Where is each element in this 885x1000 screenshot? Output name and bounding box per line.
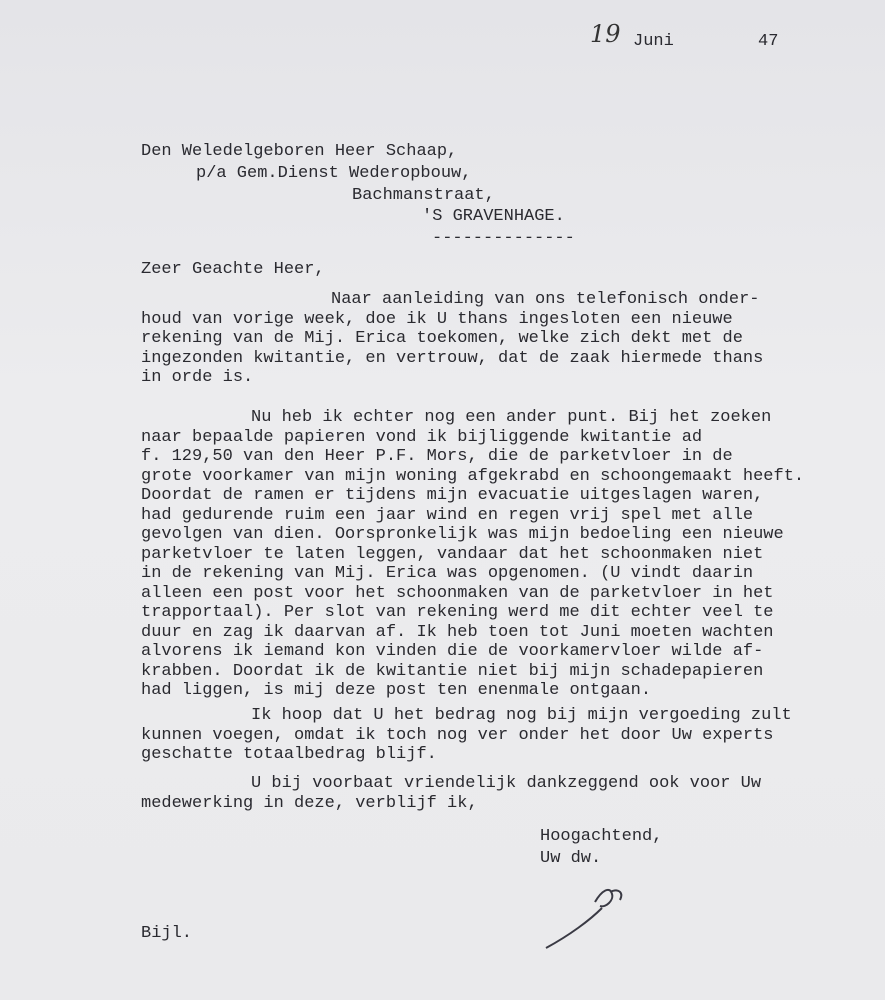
paragraph-line: krabben. Doordat ik de kwitantie niet bij mijn schadepapieren [141, 661, 764, 681]
paragraph-line: medewerking in deze, verblijf ik, [141, 793, 478, 813]
address-line-2: p/a Gem.Dienst Wederopbouw, [196, 164, 472, 183]
paragraph-line: Naar aanleiding van ons telefonisch onder- [331, 290, 760, 309]
address-line-3: Bachmanstraat, [352, 186, 495, 205]
paragraph-line: in de rekening van Mij. Erica was opgenomen. (U vindt daarin [141, 564, 754, 583]
date-month: Juni [633, 32, 674, 51]
paragraph-4 [141, 774, 761, 813]
paragraph-line: grote voorkamer van mijn woning afgekrabd en schoongemaakt heeft. [141, 466, 805, 486]
enclosure-label: Bijl. [141, 924, 193, 943]
paragraph-line: rekening van de Mij. Erica toekomen, welke zich dekt met de [141, 329, 743, 348]
paragraph-line: kunnen voegen, omdat ik toch nog ver onder het door Uw experts [141, 725, 774, 745]
paragraph-line: had gedurende ruim een jaar wind en regen vrij spel met alle [141, 505, 754, 525]
paragraph-line: ingezonden kwitantie, en vertrouw, dat de zaak hiermede thans [141, 348, 764, 368]
paragraph-line: U bij voorbaat vriendelijk dankzeggend ook voor Uw [251, 774, 762, 793]
signature [540, 880, 640, 955]
closing-signoff: Uw dw. [540, 849, 602, 868]
closing-line: Hoogachtend, [540, 827, 663, 846]
paragraph-line: had liggen, is mij deze post ten enenmale ontgaan. [141, 681, 652, 700]
salutation: Zeer Geachte Heer, [141, 260, 325, 279]
paragraph-2 [141, 408, 804, 701]
paragraph-line: Doordat de ramen er tijdens mijn evacuatie uitgeslagen waren, [141, 486, 764, 505]
address-line-4: 'S GRAVENHAGE. [422, 207, 565, 226]
paragraph-line: alleen een post voor het schoonmaken van de parketvloer in het [141, 583, 774, 603]
paragraph-1 [141, 290, 763, 388]
paragraph-line: trapportaal). Per slot van rekening werd me dit echter veel te [141, 603, 774, 622]
paragraph-line: geschatte totaalbedrag blijf. [141, 745, 437, 764]
date-year: 47 [758, 32, 779, 51]
paragraph-line: houd van vorige week, doe ik U thans ingesloten een nieuwe [141, 309, 733, 329]
paragraph-line: naar bepaalde papieren vond ik bijliggende kwitantie ad [141, 427, 703, 447]
paragraph-line: alvorens ik iemand kon vinden die de voorkamervloer wilde af- [141, 642, 764, 661]
paragraph-line: duur en zag ik daarvan af. Ik heb toen tot Juni moeten wachten [141, 622, 774, 642]
address-underline: -------------- [432, 229, 575, 248]
paragraph-line: in orde is. [141, 368, 254, 387]
paragraph-line: f. 129,50 van den Heer P.F. Mors, die de parketvloer in de [141, 447, 733, 466]
paragraph-line: gevolgen van dien. Oorspronkelijk was mijn bedoeling een nieuwe [141, 525, 784, 544]
paragraph-line: Ik hoop dat U het bedrag nog bij mijn vergoeding zult [251, 706, 792, 725]
handwritten-day: 19 [590, 20, 621, 48]
address-line-1: Den Weledelgeboren Heer Schaap, [141, 142, 458, 161]
paragraph-3 [141, 706, 792, 765]
paragraph-line: Nu heb ik echter nog een ander punt. Bij het zoeken [251, 408, 772, 427]
paragraph-line: parketvloer te laten leggen, vandaar dat het schoonmaken niet [141, 544, 764, 564]
